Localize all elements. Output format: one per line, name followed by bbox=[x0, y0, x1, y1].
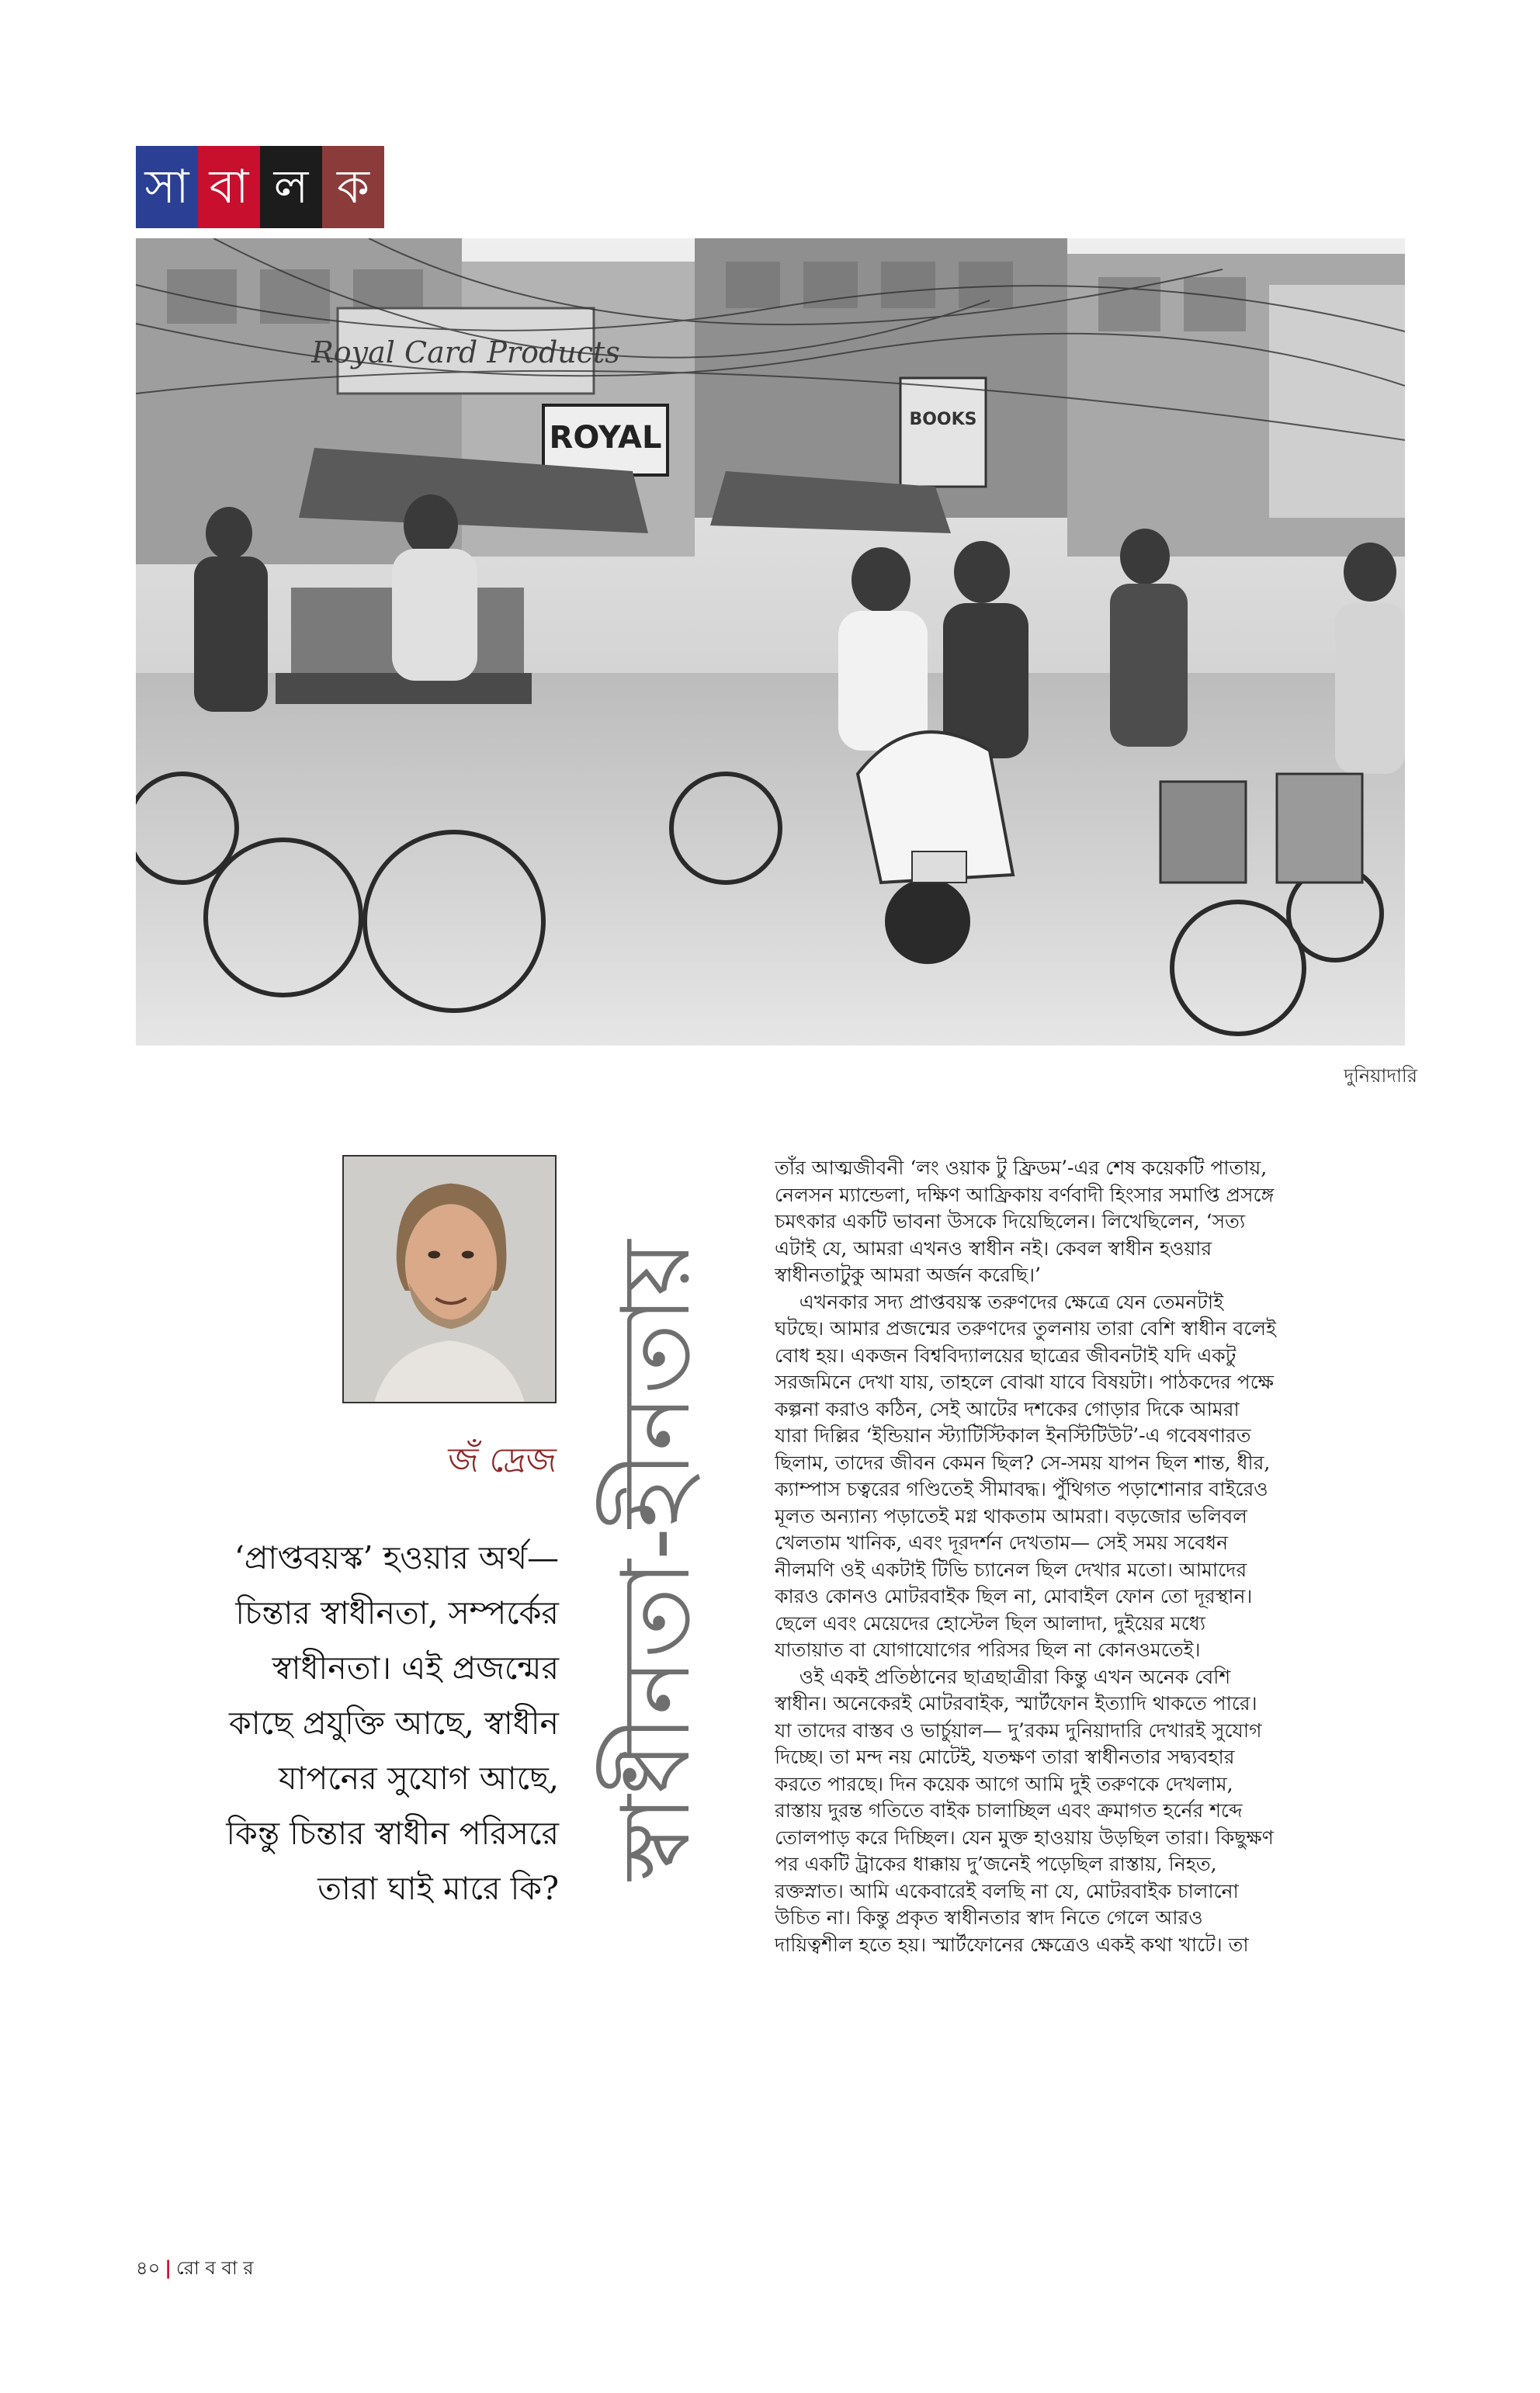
headline-text: স্বাধীনতা-হীনতায় bbox=[601, 1240, 711, 1881]
badge-letter: সা bbox=[136, 146, 198, 228]
body-line: স্বাধীন। অনেকেরই মোটরবাইক, স্মার্টফোন ইত্যাদি থাকতে পারে। bbox=[775, 1692, 1257, 1715]
badge-letter: ক bbox=[322, 146, 384, 228]
body-line: ক্যাম্পাস চত্বরের গণ্ডিতেই সীমাবদ্ধ। পুঁথিগত পড়াশোনার বাইরেও bbox=[775, 1478, 1268, 1500]
page-footer bbox=[136, 2254, 254, 2285]
body-line: ছিলাম, তাদের জীবন কেমন ছিল? সে-সময় যাপন ছিল শান্ত, ধীর, bbox=[775, 1451, 1271, 1474]
article-body bbox=[775, 1155, 1405, 1958]
body-line: রক্তস্নাত। আমি একেবারেই বলছি না যে, মোটরবাইক চালানো bbox=[775, 1879, 1239, 1902]
badge-letter: বা bbox=[198, 146, 260, 228]
body-line: তোলপাড় করে দিচ্ছিল। যেন মুক্ত হাওয়ায় উড়ছিল তারা। কিছুক্ষণ bbox=[775, 1826, 1274, 1849]
page-number: ৪০ bbox=[136, 2257, 161, 2279]
body-line: কারও কোনও মোটরবাইক ছিল না, মোবাইল ফোন তো দূরস্থান। bbox=[775, 1585, 1253, 1607]
section-badge bbox=[136, 146, 384, 228]
pull-quote-line: কাছে প্রযুক্তি আছে, স্বাধীন bbox=[229, 1705, 559, 1742]
body-line: পর একটি ট্রাকের ধাক্কায় দু’জনেই পড়েছিল রাস্তায়, নিহত, bbox=[775, 1853, 1217, 1875]
author-name: জঁ দ্রেজ bbox=[448, 1441, 557, 1480]
pull-quote-line: স্বাধীনতা। এই প্রজন্মের bbox=[272, 1649, 559, 1687]
body-line: নীলমণি ওই একটাই টিভি চ্যানেল ছিল দেখার মতো। আমাদের bbox=[775, 1558, 1247, 1581]
pull-quote-line: ‘প্রাপ্তবয়স্ক’ হওয়ার অর্থ— bbox=[234, 1539, 559, 1576]
pull-quote-line: চিন্তার স্বাধীনতা, সম্পর্কের bbox=[235, 1594, 559, 1632]
body-line: নেলসন ম্যান্ডেলা, দক্ষিণ আফ্রিকায় বর্ণবাদী হিংসার সমাপ্তি প্রসঙ্গে bbox=[775, 1183, 1275, 1206]
author-photo-image bbox=[344, 1157, 555, 1402]
shop-sign-text: Royal Card Products bbox=[311, 335, 620, 369]
body-line: ছেলে এবং মেয়েদের হোস্টেল ছিল আলাদা, দুইয়ের মধ্যে bbox=[775, 1611, 1206, 1635]
body-line: যা তাদের বাস্তব ও ভার্চুয়াল— দু’রকম দুনিয়াদারি দেখারই সুযোগ bbox=[775, 1718, 1262, 1742]
body-line: দিচ্ছে। তা মন্দ নয় মোটেই, যতক্ষণ তারা স্বাধীনতার সদ্ব্যবহার bbox=[775, 1746, 1235, 1768]
street-photo bbox=[136, 238, 1405, 1046]
body-line: বোধ হয়। একজন বিশ্ববিদ্যালয়ের ছাত্রের জীবনটাই যদি একটু bbox=[775, 1344, 1237, 1367]
body-line: এখনকার সদ্য প্রাপ্তবয়স্ক তরুণদের ক্ষেত্রে যেন তেমনটাই bbox=[775, 1290, 1224, 1313]
badge-letter: ল bbox=[260, 146, 322, 228]
body-line: স্বাধীনতাটুকু আমরা অর্জন করেছি।’ bbox=[775, 1264, 1041, 1286]
body-line: ওই একই প্রতিষ্ঠানের ছাত্রছাত্রীরা কিন্তু এখন অনেক বেশি bbox=[775, 1665, 1231, 1688]
body-line: মূলত অন্যান্য পড়াতেই মগ্ন থাকতাম আমরা। বড়জোর ভলিবল bbox=[775, 1504, 1247, 1528]
body-line: এটাই যে, আমরা এখনও স্বাধীন নই। কেবল স্বাধীন হওয়ার bbox=[775, 1236, 1212, 1260]
pull-quote-line: যাপনের সুযোগ আছে, bbox=[278, 1760, 559, 1797]
author-portrait bbox=[342, 1155, 557, 1403]
body-line: যারা দিল্লির ‘ইন্ডিয়ান স্ট্যাটিস্টিকাল ইনস্টিটিউট’-এ গবেষণারত bbox=[775, 1424, 1251, 1447]
body-line: খেলতাম খানিক, এবং দূরদর্শন দেখতাম— সেই সময় সবেধন bbox=[775, 1531, 1229, 1554]
pull-quote-line: তারা ঘাই মারে কি? bbox=[317, 1870, 559, 1907]
shop-sign-text: ROYAL bbox=[549, 420, 662, 456]
publication-name: রো ব বা র bbox=[175, 2257, 254, 2279]
body-line: রাস্তায় দুরন্ত গতিতে বাইক চালাচ্ছিল এবং ক্রমাগত হর্নের শব্দে bbox=[775, 1799, 1243, 1822]
body-line: উচিত না। কিন্তু প্রকৃত স্বাধীনতার স্বাদ নিতে গেলে আরও bbox=[775, 1906, 1203, 1929]
pull-quote bbox=[128, 1531, 559, 1916]
body-line: কল্পনা করাও কঠিন, সেই আটের দশকের গোড়ার দিকে আমরা bbox=[775, 1397, 1240, 1420]
photo-caption: দুনিয়াদারি bbox=[1344, 1065, 1417, 1087]
article-headline bbox=[598, 1157, 714, 1964]
body-line: চমৎকার একটি ভাবনা উসকে দিয়েছিলেন। লিখেছিলেন, ‘সত্য bbox=[775, 1210, 1246, 1233]
body-line: ঘটছে। আমার প্রজন্মের তরুণদের তুলনায় তারা বেশি স্বাধীন বলেই bbox=[775, 1317, 1276, 1340]
body-line: দায়িত্বশীল হতে হয়। স্মার্টফোনের ক্ষেত্রেও একই কথা খাটে। তা bbox=[775, 1933, 1249, 1956]
street-scene-image bbox=[136, 238, 1405, 1046]
body-line: করতে পারছে। দিন কয়েক আগে আমি দুই তরুণকে দেখলাম, bbox=[775, 1772, 1233, 1795]
body-line: তাঁর আত্মজীবনী ‘লং ওয়াক টু ফ্রিডম’-এর শেষ কয়েকটি পাতায়, bbox=[775, 1157, 1268, 1179]
pull-quote-line: কিন্তু চিন্তার স্বাধীন পরিসরে bbox=[226, 1815, 559, 1852]
footer-separator: | bbox=[165, 2257, 172, 2279]
body-line: যাতায়াত বা যোগাযোগের পরিসর ছিল না কোনওমতেই। bbox=[775, 1639, 1201, 1661]
shop-sign-text: BOOKS bbox=[909, 410, 977, 429]
body-line: সরজমিনে দেখা যায়, তাহলে বোঝা যাবে বিষয়টা। পাঠকদের পক্ষে bbox=[775, 1371, 1275, 1393]
